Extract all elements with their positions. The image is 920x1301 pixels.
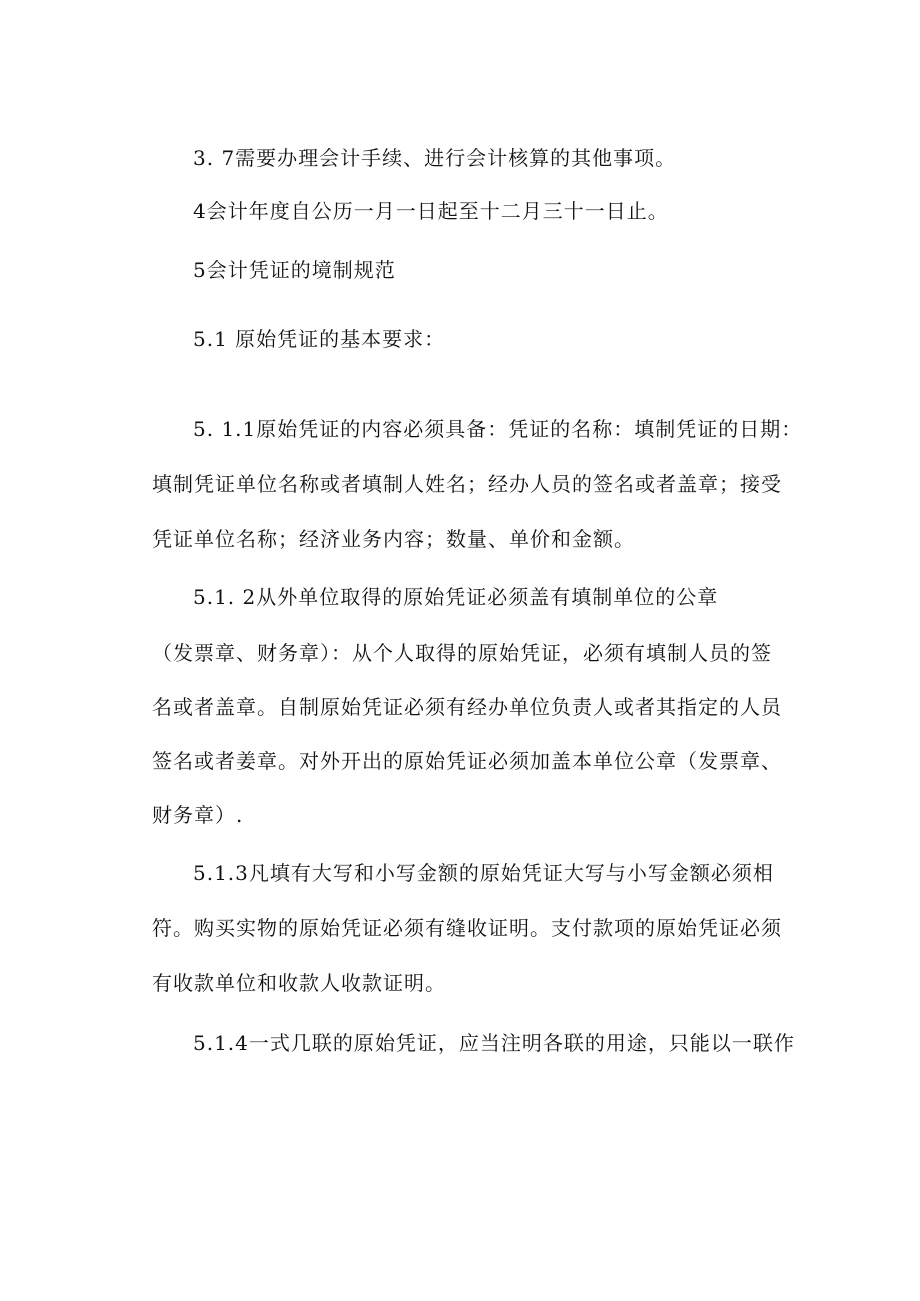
paragraph-line: 5.1.4一式几联的原始凭证，应当注明各联的用途，只能以一联作 xyxy=(193,1031,795,1055)
paragraph-line: 5.1.3凡填有大写和小写金额的原始凭证大写与小写金额必须相 xyxy=(193,861,774,885)
section-heading: 5会计凭证的境制规范 xyxy=(193,258,396,282)
paragraph-line: 名或者盖章。自制原始凭证必须有经办单位负责人或者其指定的人员 xyxy=(152,695,782,719)
paragraph-line: （发票章、财务章）：从个人取得的原始凭证，必须有填制人员的签 xyxy=(152,641,772,665)
paragraph-line: 财务章）. xyxy=(152,803,244,827)
paragraph-line: 填制凭证单位名称或者填制人姓名；经办人员的签名或者盖章；接受 xyxy=(152,472,782,496)
paragraph-line: 符。购买实物的原始凭证必须有缝收证明。支付款项的原始凭证必须 xyxy=(152,916,782,940)
paragraph-line: 有收款单位和收款人收款证明。 xyxy=(152,971,446,995)
paragraph-line: 5. 1.1原始凭证的内容必须具备：凭证的名称：填制凭证的日期： xyxy=(193,417,803,441)
section-heading: 5.1 原始凭证的基本要求： xyxy=(193,327,446,351)
paragraph-line: 凭证单位名称；经济业务内容；数量、单价和金额。 xyxy=(152,527,635,551)
paragraph-line: 3. 7需要办理会计手续、进行会计核算的其他事项。 xyxy=(193,146,677,170)
paragraph-line: 签名或者姜章。对外开出的原始凭证必须加盖本单位公章（发票章、 xyxy=(152,749,782,773)
paragraph-line: 5.1. 2从外单位取得的原始凭证必须盖有填制单位的公章 xyxy=(193,585,719,609)
paragraph-line: 4会计年度自公历一月一日起至十二月三十一日止。 xyxy=(193,199,669,223)
